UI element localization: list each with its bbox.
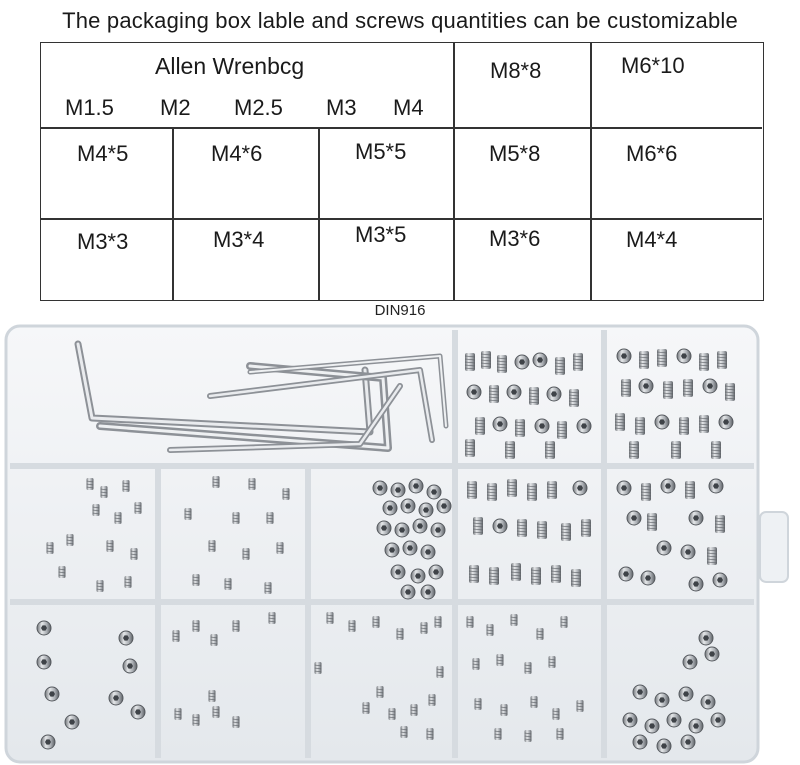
product-photo bbox=[0, 322, 800, 765]
size-cell: M3*3 bbox=[77, 229, 129, 254]
size-cell: M3*6 bbox=[489, 226, 541, 251]
size-cell: M3*4 bbox=[213, 227, 265, 252]
standard-label: DIN916 bbox=[374, 302, 426, 319]
table-divider-v1 bbox=[172, 127, 174, 300]
headline: The packaging box lable and screws quantities can be customizable bbox=[62, 8, 738, 33]
allen-size: M4 bbox=[393, 95, 424, 120]
box-latch bbox=[760, 512, 788, 582]
allen-size: M3 bbox=[326, 95, 357, 120]
size-cell: M4*4 bbox=[626, 227, 678, 252]
size-cell: M4*6 bbox=[211, 141, 263, 166]
size-cell: M5*5 bbox=[355, 139, 407, 164]
allen-size: M2.5 bbox=[234, 95, 283, 120]
size-cell: M5*8 bbox=[489, 141, 541, 166]
size-table bbox=[40, 42, 764, 301]
table-divider-v3 bbox=[453, 43, 455, 300]
table-divider-v2 bbox=[318, 127, 320, 300]
allen-wrench-title: Allen Wrenbcg bbox=[155, 53, 305, 79]
size-cell: M6*10 bbox=[621, 53, 685, 78]
table-divider-h2 bbox=[41, 218, 762, 220]
size-cell: M3*5 bbox=[355, 222, 407, 247]
allen-size: M1.5 bbox=[65, 95, 114, 120]
size-cell: M6*6 bbox=[626, 141, 678, 166]
table-divider-h1 bbox=[41, 127, 762, 129]
size-cell: M8*8 bbox=[490, 58, 542, 83]
table-divider-v4 bbox=[590, 43, 592, 300]
size-cell: M4*5 bbox=[77, 141, 129, 166]
allen-size: M2 bbox=[160, 95, 191, 120]
